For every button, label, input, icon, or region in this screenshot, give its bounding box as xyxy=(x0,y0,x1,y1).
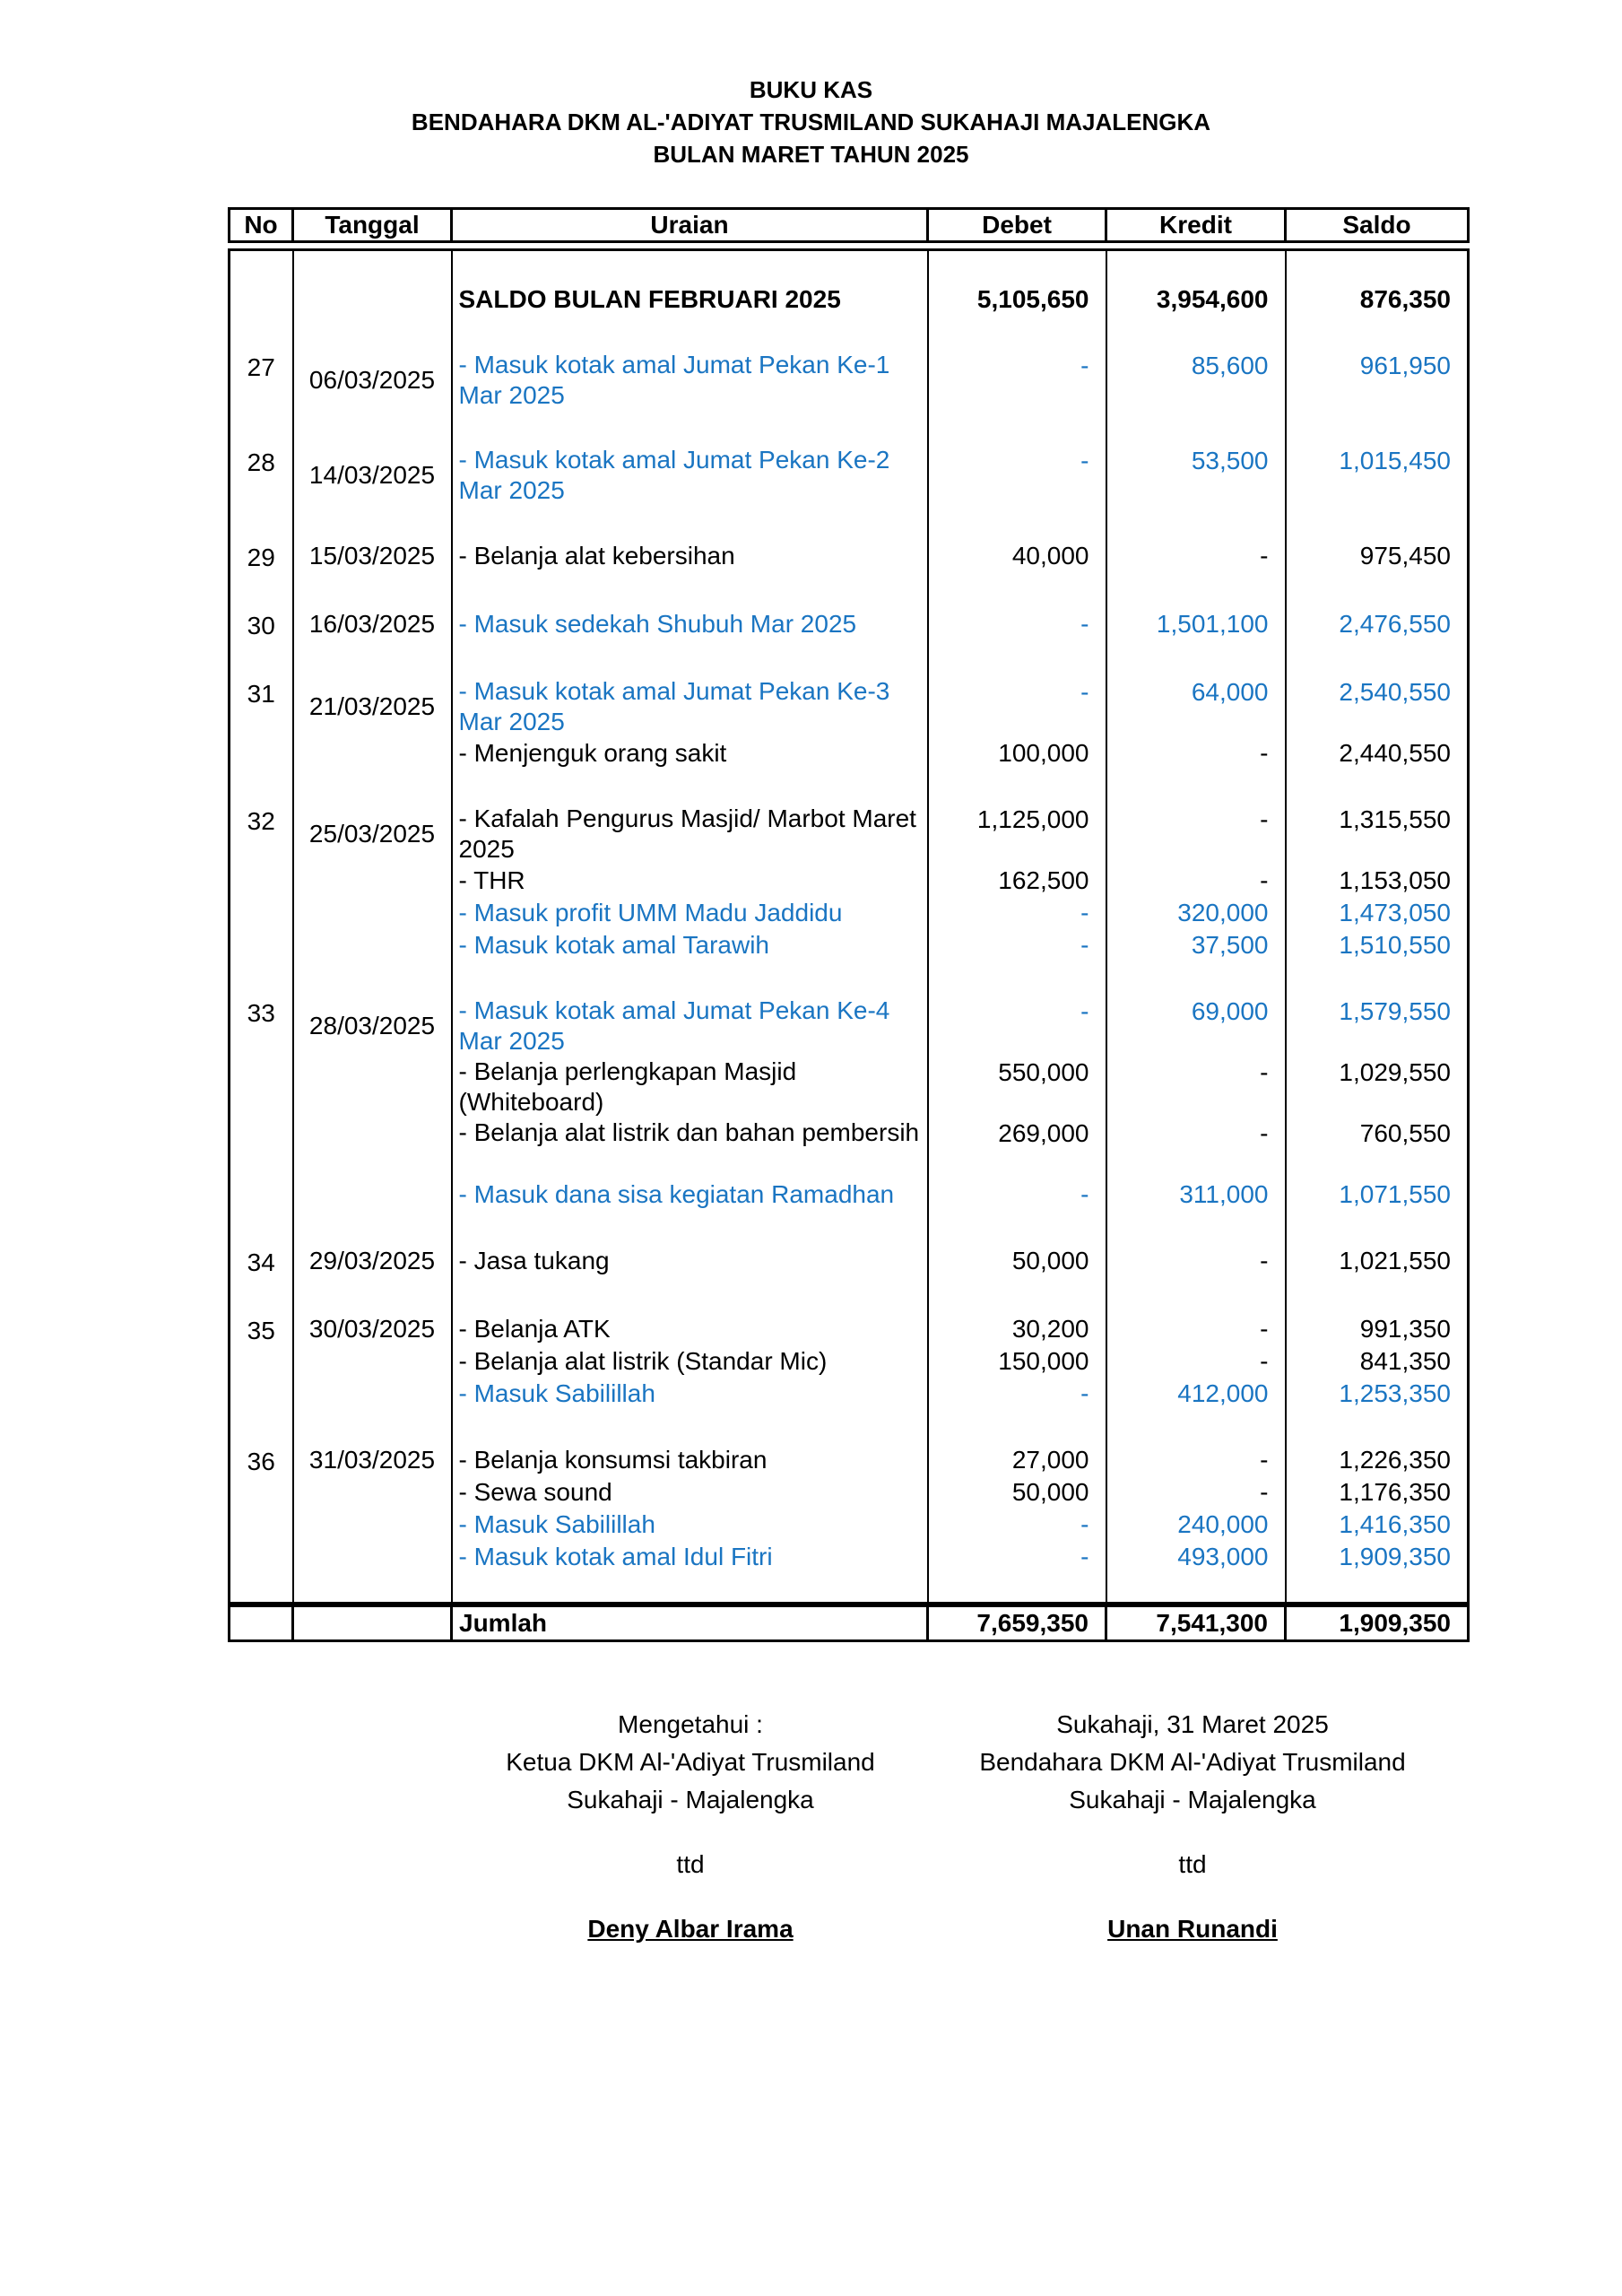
entry-saldo: 1,029,550 xyxy=(1339,1058,1451,1086)
entry-saldo: 2,540,550 xyxy=(1339,678,1451,706)
ledger-entry-row xyxy=(230,1211,1469,1279)
entry-kredit: 412,000 xyxy=(1177,1379,1269,1407)
col-header-uraian: Uraian xyxy=(452,209,928,242)
entry-saldo: 760,550 xyxy=(1359,1119,1451,1147)
entry-description: - Masuk kotak amal Jumat Pekan Ke-4 Mar 2025 xyxy=(458,996,890,1055)
entry-date: 30/03/2025 xyxy=(308,1315,436,1343)
entry-debet: - xyxy=(1080,678,1089,706)
entry-description: - Masuk profit UMM Madu Jaddidu xyxy=(458,899,843,926)
entry-debet: - xyxy=(1080,931,1089,959)
col-header-debet: Debet xyxy=(928,209,1106,242)
entry-kredit: 1,501,100 xyxy=(1156,610,1269,638)
entry-debet: - xyxy=(1080,1510,1089,1538)
entry-description: - Sewa sound xyxy=(458,1478,612,1506)
entry-saldo: 961,950 xyxy=(1359,352,1451,379)
entry-saldo: 991,350 xyxy=(1359,1315,1451,1343)
entry-kredit: 69,000 xyxy=(1191,997,1269,1025)
entry-saldo: 975,450 xyxy=(1359,542,1451,570)
entry-description: - Masuk Sabilillah xyxy=(458,1510,655,1538)
total-saldo: 1,909,350 xyxy=(1286,1606,1469,1641)
sign-left-role: Ketua DKM Al-'Adiyat Trusmiland xyxy=(506,1748,875,1776)
entry-description: - Masuk kotak amal Jumat Pekan Ke-2 Mar 2025 xyxy=(458,446,890,504)
entry-debet: 50,000 xyxy=(1011,1247,1089,1274)
entry-number: 35 xyxy=(247,1317,275,1344)
entry-saldo: 1,253,350 xyxy=(1339,1379,1451,1407)
entry-saldo: 1,510,550 xyxy=(1339,931,1451,959)
document-title: BUKU KAS xyxy=(749,76,873,103)
entry-description: - Masuk kotak amal Idul Fitri xyxy=(458,1543,773,1570)
entry-kredit: - xyxy=(1260,1247,1269,1274)
entry-debet: - xyxy=(1080,1543,1089,1570)
entry-debet: 30,200 xyxy=(1011,1315,1089,1343)
ledger-entry-row xyxy=(230,1279,1469,1410)
col-header-no: No xyxy=(230,209,293,242)
entry-debet: 269,000 xyxy=(998,1119,1089,1147)
entry-date: 21/03/2025 xyxy=(308,692,436,720)
entry-description: - Belanja alat listrik dan bahan pembersih xyxy=(458,1118,920,1146)
entry-saldo: 1,015,450 xyxy=(1339,447,1451,474)
total-row-table xyxy=(228,1605,1470,1642)
col-header-kredit: Kredit xyxy=(1106,209,1286,242)
ledger-entry-row xyxy=(230,506,1469,574)
ledger-entry-row xyxy=(230,770,1469,961)
entry-description: - Belanja konsumsi takbiran xyxy=(458,1446,768,1474)
entry-debet: 40,000 xyxy=(1011,542,1089,570)
entry-date: 28/03/2025 xyxy=(308,1012,436,1039)
entry-number: 36 xyxy=(247,1448,275,1475)
entry-description: - Menjenguk orang sakit xyxy=(458,739,727,767)
entry-description: - Masuk dana sisa kegiatan Ramadhan xyxy=(458,1180,895,1208)
entry-number: 30 xyxy=(247,612,275,639)
entry-saldo: 1,473,050 xyxy=(1339,899,1451,926)
entry-saldo: 1,153,050 xyxy=(1339,866,1451,894)
entry-description: - Masuk kotak amal Jumat Pekan Ke-1 Mar 2025 xyxy=(458,351,890,409)
entry-debet: - xyxy=(1080,997,1089,1025)
entry-number: 33 xyxy=(247,999,275,1027)
entry-kredit: 85,600 xyxy=(1191,352,1269,379)
ledger-entry-row xyxy=(230,1410,1469,1573)
total-kredit: 7,541,300 xyxy=(1106,1606,1286,1641)
entry-date: 06/03/2025 xyxy=(308,366,436,394)
document-subtitle: BENDAHARA DKM AL-'ADIYAT TRUSMILAND SUKAHAJI MAJALENGKA xyxy=(411,109,1211,135)
entry-saldo: 1,021,550 xyxy=(1339,1247,1451,1274)
entry-debet: 1,125,000 xyxy=(976,805,1089,833)
entry-kredit: 493,000 xyxy=(1177,1543,1269,1570)
ledger-entry-row xyxy=(230,316,1469,411)
entry-kredit: - xyxy=(1260,1058,1269,1086)
entry-date: 31/03/2025 xyxy=(308,1446,436,1474)
cash-ledger xyxy=(228,207,1467,1642)
entry-number: 27 xyxy=(247,353,275,381)
entry-saldo: 841,350 xyxy=(1359,1347,1451,1375)
signature-left xyxy=(466,1706,915,1948)
entry-kredit: 53,500 xyxy=(1191,447,1269,474)
entry-kredit: - xyxy=(1260,805,1269,833)
entry-date: 25/03/2025 xyxy=(308,820,436,848)
entry-number: 34 xyxy=(247,1248,275,1276)
entry-saldo: 1,071,550 xyxy=(1339,1180,1451,1208)
entry-description: - Belanja alat kebersihan xyxy=(458,542,735,570)
sign-left-caption: Mengetahui : xyxy=(618,1710,763,1738)
entry-debet: - xyxy=(1080,447,1089,474)
ledger-body xyxy=(228,248,1470,1605)
entry-description: - Masuk Sabilillah xyxy=(458,1379,655,1407)
entry-kredit: 240,000 xyxy=(1177,1510,1269,1538)
document-period: BULAN MARET TAHUN 2025 xyxy=(653,141,969,168)
ledger-spacer-row xyxy=(230,1573,1469,1604)
entry-saldo: 1,909,350 xyxy=(1339,1543,1451,1570)
sign-right-date: Sukahaji, 31 Maret 2025 xyxy=(1056,1710,1329,1738)
entry-kredit: 320,000 xyxy=(1177,899,1269,926)
opening-kredit: 3,954,600 xyxy=(1156,285,1269,313)
entry-description: - Masuk kotak amal Jumat Pekan Ke-3 Mar 2025 xyxy=(458,677,890,735)
entry-saldo: 1,176,350 xyxy=(1339,1478,1451,1506)
entry-debet: - xyxy=(1080,610,1089,638)
total-row xyxy=(230,1606,1469,1641)
sign-left-name: Deny Albar Irama xyxy=(587,1915,794,1943)
entry-description: - Kafalah Pengurus Masjid/ Marbot Maret 2025 xyxy=(458,804,916,863)
entry-debet: 100,000 xyxy=(998,739,1089,767)
sign-right-role: Bendahara DKM Al-'Adiyat Trusmiland xyxy=(979,1748,1406,1776)
entry-kredit: 64,000 xyxy=(1191,678,1269,706)
ledger-entry-row xyxy=(230,574,1469,642)
entry-kredit: - xyxy=(1260,542,1269,570)
entry-debet: - xyxy=(1080,899,1089,926)
col-header-tanggal: Tanggal xyxy=(293,209,452,242)
ledger-entry-row xyxy=(230,642,1469,770)
entry-kredit: 311,000 xyxy=(1179,1180,1269,1208)
col-header-saldo: Saldo xyxy=(1286,209,1469,242)
ledger-header xyxy=(228,207,1470,243)
sign-left-location: Sukahaji - Majalengka xyxy=(567,1786,814,1813)
entry-date: 16/03/2025 xyxy=(308,610,436,638)
total-label: Jumlah xyxy=(452,1606,928,1641)
entry-kredit: - xyxy=(1260,1315,1269,1343)
total-debet: 7,659,350 xyxy=(928,1606,1106,1641)
entry-debet: 50,000 xyxy=(1011,1478,1089,1506)
sign-right-ttd: ttd xyxy=(1178,1850,1207,1878)
entry-description: - Belanja perlengkapan Masjid (Whiteboard) xyxy=(458,1057,797,1116)
entry-date: 15/03/2025 xyxy=(308,542,436,570)
entry-number: 32 xyxy=(247,807,275,835)
ledger-entry-row xyxy=(230,411,1469,506)
entry-date: 29/03/2025 xyxy=(308,1247,436,1274)
sign-left-ttd: ttd xyxy=(676,1850,705,1878)
opening-saldo: 876,350 xyxy=(1359,285,1451,313)
entry-description: - Masuk sedekah Shubuh Mar 2025 xyxy=(458,610,857,638)
entry-saldo: 2,476,550 xyxy=(1339,610,1451,638)
entry-saldo: 2,440,550 xyxy=(1339,739,1451,767)
opening-debet: 5,105,650 xyxy=(976,285,1089,313)
entry-number: 29 xyxy=(247,544,275,571)
entry-kredit: - xyxy=(1260,1478,1269,1506)
ledger-entry-row xyxy=(230,961,1469,1211)
entry-kredit: - xyxy=(1260,1446,1269,1474)
entry-saldo: 1,416,350 xyxy=(1339,1510,1451,1538)
entry-description: - Masuk kotak amal Tarawih xyxy=(458,931,769,959)
entry-saldo: 1,579,550 xyxy=(1339,997,1451,1025)
entry-kredit: - xyxy=(1260,1119,1269,1147)
entry-debet: 550,000 xyxy=(998,1058,1089,1086)
entry-saldo: 1,315,550 xyxy=(1339,805,1451,833)
opening-label: SALDO BULAN FEBRUARI 2025 xyxy=(458,285,841,313)
entry-description: - Jasa tukang xyxy=(458,1247,610,1274)
entry-saldo: 1,226,350 xyxy=(1339,1446,1451,1474)
sign-right-name: Unan Runandi xyxy=(1107,1915,1278,1943)
signature-right xyxy=(950,1706,1435,1948)
entry-number: 28 xyxy=(247,448,275,476)
entry-description: - Belanja ATK xyxy=(458,1315,611,1343)
entry-debet: - xyxy=(1080,1379,1089,1407)
entry-debet: 27,000 xyxy=(1011,1446,1089,1474)
entry-description: - Belanja alat listrik (Standar Mic) xyxy=(458,1347,828,1375)
entry-debet: - xyxy=(1080,1180,1089,1208)
entry-date: 14/03/2025 xyxy=(308,461,436,489)
entry-debet: 162,500 xyxy=(998,866,1089,894)
entry-number: 31 xyxy=(247,680,275,708)
entry-debet: - xyxy=(1080,352,1089,379)
entry-kredit: - xyxy=(1260,739,1269,767)
entry-debet: 150,000 xyxy=(998,1347,1089,1375)
entry-kredit: - xyxy=(1260,866,1269,894)
entry-description: - THR xyxy=(458,866,525,894)
document-title-block xyxy=(0,74,1622,170)
entry-kredit: 37,500 xyxy=(1191,931,1269,959)
sign-right-location: Sukahaji - Majalengka xyxy=(1069,1786,1316,1813)
opening-balance-row xyxy=(230,250,1469,317)
entry-kredit: - xyxy=(1260,1347,1269,1375)
